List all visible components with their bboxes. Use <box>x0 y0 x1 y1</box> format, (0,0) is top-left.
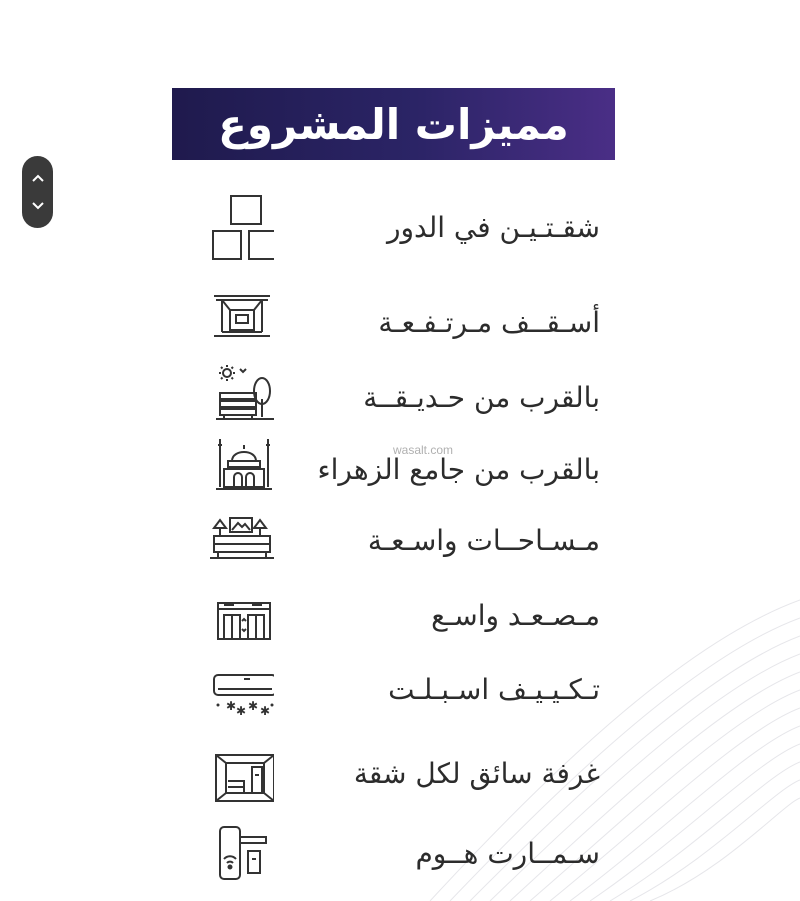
feature-label: غرفة سائق لكل شقة <box>353 757 600 790</box>
feature-item <box>200 655 600 725</box>
smart-lock-icon <box>204 819 274 889</box>
scroll-up-button[interactable] <box>28 166 48 190</box>
chevron-up-icon <box>31 173 45 183</box>
park-bench-tree-icon <box>204 363 274 433</box>
feature-label: بالقرب من جامع الزهراء <box>317 453 600 486</box>
feature-item <box>200 363 600 433</box>
feature-item <box>200 288 600 358</box>
split-ac-icon <box>204 655 274 725</box>
feature-label: بالقرب من حـديـقــة <box>363 381 600 414</box>
mosque-icon <box>204 435 274 505</box>
svg-text:✱: ✱ <box>248 699 259 713</box>
feature-label: أسـقــف مـرتـفـعـة <box>378 306 600 339</box>
feature-label: شقـتـيـن في الدور <box>386 211 600 244</box>
svg-text:✱: ✱ <box>236 704 247 718</box>
feature-item <box>200 739 600 809</box>
apartment-blocks-icon <box>204 193 274 263</box>
driver-room-icon <box>204 739 274 809</box>
svg-text:✱: ✱ <box>226 699 237 713</box>
elevator-icon <box>204 581 274 651</box>
feature-item <box>200 819 600 889</box>
feature-label: سـمــارت هــوم <box>415 837 600 870</box>
feature-item <box>200 506 600 576</box>
feature-label: مـصـعـد واسـع <box>431 599 600 632</box>
scroll-down-button[interactable] <box>28 194 48 218</box>
scroll-control <box>22 156 53 228</box>
chevron-down-icon <box>31 201 45 211</box>
page-title: مميزات المشروع <box>218 99 569 149</box>
feature-item <box>200 435 600 505</box>
svg-text:✱: ✱ <box>260 704 271 718</box>
feature-item <box>200 193 600 263</box>
spacious-bedroom-icon <box>204 506 274 576</box>
high-ceiling-icon <box>204 288 274 358</box>
feature-item <box>200 581 600 651</box>
title-banner <box>172 88 615 160</box>
feature-label: تـكـيـيـف اسـبـلـت <box>388 673 600 706</box>
feature-label: مـسـاحــات واسـعـة <box>367 524 600 557</box>
watermark: wasalt.com <box>393 443 454 457</box>
